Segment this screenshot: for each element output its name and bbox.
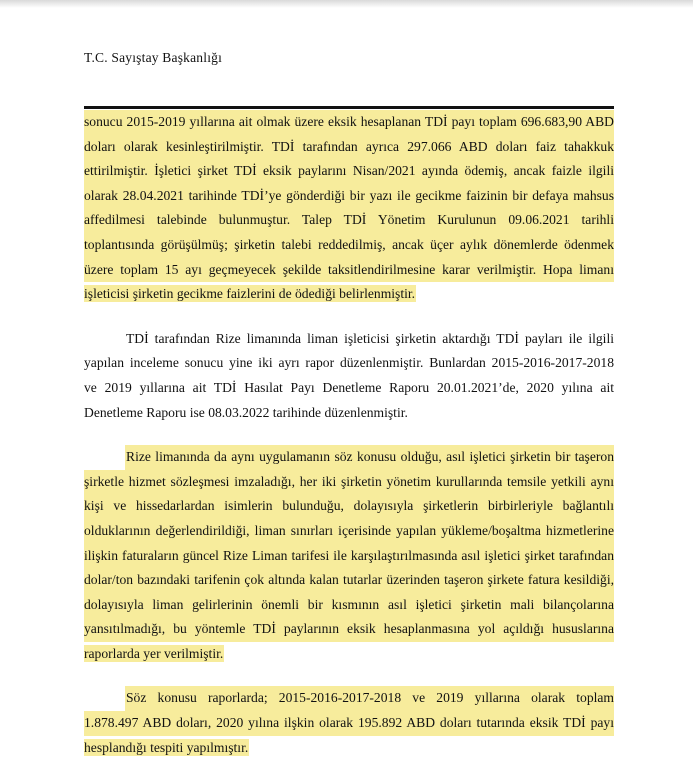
paragraph-4	[84, 686, 614, 760]
paragraph-line: raporlarda yer verilmiştir.	[84, 645, 224, 661]
paragraph-line: yapılan inceleme sonucu yine iki ayrı rapor düzenlenmiştir. Bunlardan 2015-2016-2017-2018	[84, 355, 614, 371]
paragraph-line: Rize limanında da aynı uygulamanın söz konusu olduğu, asıl işletici şirketin bir taşeron	[84, 445, 614, 470]
paragraph-2	[84, 327, 614, 425]
paragraph-1	[84, 110, 614, 307]
paragraph-line: sonucu 2015-2019 yıllarına ait olmak üzere eksik hesaplanan TDİ payı toplam 696.683,90 ABD	[84, 110, 614, 135]
header-rule-thick	[84, 106, 614, 109]
document-body	[84, 110, 614, 760]
paragraph-line: olarak 28.04.2021 tarihinde TDİ’ye gönderdiği bir yazı ile gecikme faizinin bir defaya mahsus	[84, 184, 614, 209]
paragraph-line: hesplandığı tespiti yapılmıştır.	[84, 739, 249, 755]
paragraph-line: şirketle hizmet sözleşmesi imzaladığı, her iki şirketin yönetim kurullarında temsile yetkili aynı	[84, 470, 614, 495]
paragraph-line: Denetleme Raporu ise 08.03.2022 tarihinde düzenlenmiştir.	[84, 404, 408, 420]
page-top-edge	[0, 0, 693, 8]
paragraph-line: ve 2019 yıllarına ait TDİ Hasılat Payı Denetleme Raporu 20.01.2021’de, 2020 yılına ait	[84, 379, 614, 395]
paragraph-line: doları olarak kesinleştirilmiştir. TDİ tarafından ayrıca 297.066 ABD doları faiz tahakkuk	[84, 135, 614, 160]
paragraph-line: TDİ tarafından Rize limanında liman işleticisi şirketin aktardığı TDİ payları ile ilgili	[126, 330, 614, 346]
paragraph-line: işleticisi şirketin gecikme faizlerini de ödediği belirlenmiştir.	[84, 286, 416, 302]
paragraph-line: üzere toplam 15 ayı geçmeyecek şekilde taksitlendirilmesine karar verilmiştir. Hopa limanı	[84, 258, 614, 283]
paragraph-line: ilişkin faturaların güncel Rize Liman tarifesi ile karşılaştırılmasında asıl işletici şirket tarafından	[84, 544, 614, 569]
paragraph-line: affedilmesi talebinde bulunmuştur. Talep TDİ Yönetim Kurulunun 09.06.2021 tarihli	[84, 208, 614, 233]
paragraph-line: 1.878.497 ABD doları, 2020 yılına ilşkin olarak 195.892 ABD doları tutarında eksik TDİ payı	[84, 711, 614, 736]
paragraph-line: olduklarının değerlendirildiği, liman sınırları içerisinde yapılan yükleme/boşaltma hizmetlerine	[84, 519, 614, 544]
paragraph-line: dolar/ton bazındaki tarifenin çok altında kalan tutarlar üzerinden taşeron şirkete fatura kesildiği,	[84, 568, 614, 593]
paragraph-line: dolayısıyla liman gelirlerinin önemli bir kısmının asıl işletici şirketin mali bilançolarına	[84, 593, 614, 618]
paragraph-line: Söz konusu raporlarda; 2015-2016-2017-2018 ve 2019 yıllarına olarak toplam	[84, 686, 614, 711]
paragraph-line: ettirilmiştir. İşletici şirket TDİ eksik paylarını Nisan/2021 ayında ödemiş, ancak faizle ilgili	[84, 159, 614, 184]
paragraph-line: kişi ve hissedarlardan isimlerin bulunduğu, dolayısıyla şirketlerin birbirleriyle bağlantılı	[84, 494, 614, 519]
paragraph-line: toplantısında görüşülmüş; şirketin talebi reddedilmiş, ancak üçer aylık dönemlerde ödenmek	[84, 233, 614, 258]
document-header: T.C. Sayıştay Başkanlığı	[84, 50, 223, 65]
paragraph-line: yansıtılmadığı, bu yöntemle TDİ paylarının eksik hesaplanmasına yol açıldığı hususlarına	[84, 617, 614, 642]
paragraph-3	[84, 445, 614, 666]
